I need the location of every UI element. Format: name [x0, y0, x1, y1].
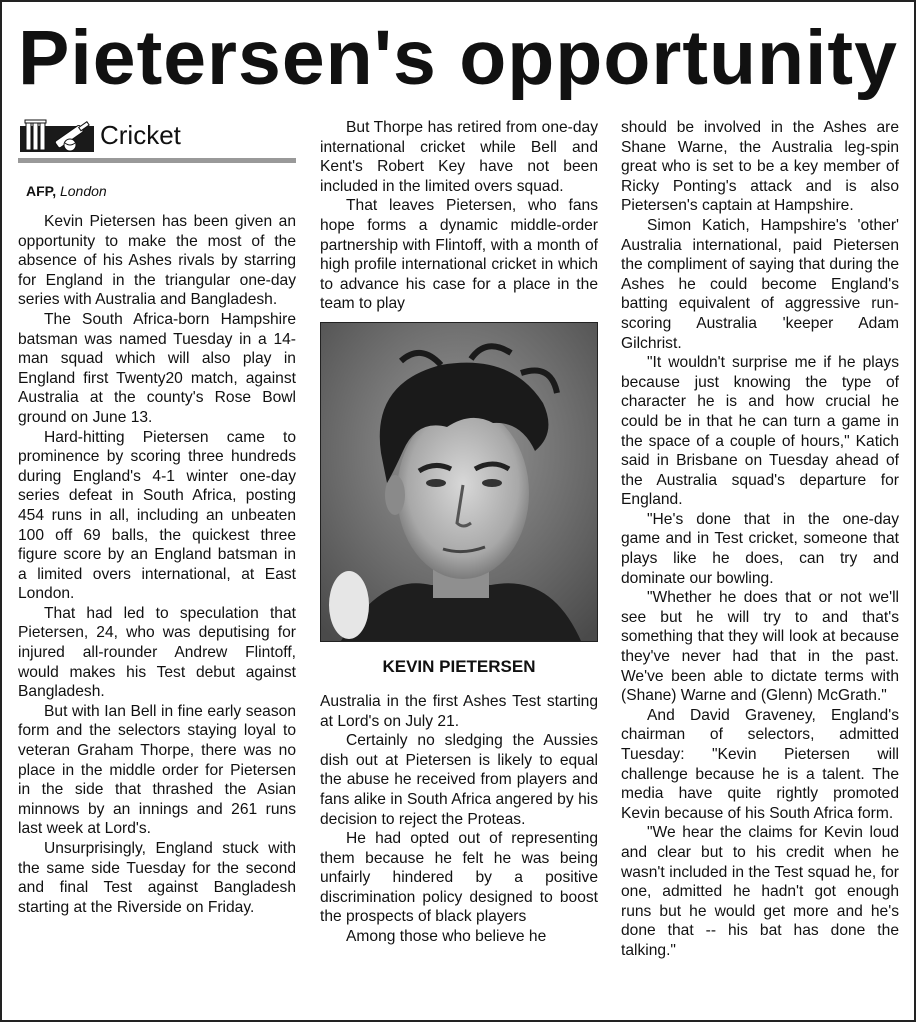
paragraph: That had led to speculation that Pietersen, 24, who was deputising for injured all-rounder Andrew Flintoff, would makes his Test debut against Bangladesh.	[18, 604, 296, 701]
column-1	[18, 118, 296, 917]
cricket-bat-ball-stumps-icon	[18, 118, 96, 154]
section-rule	[18, 158, 296, 163]
section-label: Cricket	[100, 120, 181, 151]
paragraph: Australia in the first Ashes Test starting at Lord's on July 21.	[320, 692, 598, 730]
border-left	[0, 0, 2, 1022]
paragraph: Among those who believe he	[346, 928, 547, 946]
paragraph: Simon Katich, Hampshire's 'other' Australia international, paid Pietersen the compliment of saying that during the Ashes he could become England's batting equivalent of aggressive run-scoring Australia 'keeper Adam Gilchrist.	[621, 216, 899, 352]
section-header	[18, 118, 296, 154]
paragraph: The South Africa-born Hampshire batsman was named Tuesday in a 14-man squad which will also play in England first Twenty20 match, against Australia at the county's Rose Bowl ground on June 13.	[18, 310, 296, 426]
paragraph: Hard-hitting Pietersen came to prominence by scoring three hundreds during England's 4-1 winter one-day series defeat in South Africa, posting 454 runs in all, including an unbeaten 100 off 69 balls, the quickest three figure score by an England batsman in a limited overs international, at East London.	[18, 428, 296, 603]
column-3	[621, 118, 899, 961]
byline-place: London	[59, 183, 107, 199]
paragraph: "He's done that in the one-day game and in Test cricket, someone that plays like he does, can try and dominate our bowling.	[621, 510, 899, 587]
photo-block	[320, 322, 598, 678]
photo-caption: KEVIN PIETERSEN	[382, 656, 536, 676]
paragraph: should be involved in the Ashes are Shane Warne, the Australia leg-spin great who is set to be a key member of Ricky Ponting's attack and is also Pietersen's captain at Hampshire.	[621, 119, 899, 215]
paragraph: He had opted out of representing them because he felt he was being unfairly hindered by a positive discrimination policy designed to boost the prospects of black players	[320, 830, 598, 926]
paragraph: "Whether he does that or not we'll see but he will try to and that's something that they will look at because they've never had that in the past. We've been able to dictate terms with (Shane) Warne and (Glenn) McGrath."	[621, 589, 899, 705]
byline-agency: AFP,	[26, 183, 57, 199]
paragraph: And David Graveney, England's chairman of selectors, admitted Tuesday: "Kevin Pietersen will challenge because he is a talent. The media have quite rightly promoted Kevin because of his South Africa form.	[621, 706, 899, 822]
column-2	[320, 118, 598, 947]
border-top	[0, 0, 916, 2]
paragraph: Kevin Pietersen has been given an opportunity to make the most of the absence of his Ashes rivals by starring for England in the triangular one-day series with Australia and Bangladesh.	[18, 213, 296, 309]
player-photo	[320, 322, 598, 642]
paragraph: "We hear the claims for Kevin loud and clear but to his credit when he wasn't included in the Test squad he, for one, admitted he hadn't got enough runs but he would get more and he's done that -- his bat has done the talking."	[621, 824, 899, 959]
paragraph: "It wouldn't surprise me if he plays because just knowing the type of character he is and how crucial he could be in that he can turn a game in the space of a couple of hours," Katich said in Brisbane on Tuesday ahead of the Australia squad's departure for England.	[621, 354, 899, 509]
headline: Pietersen's opportunity	[18, 15, 898, 101]
byline	[26, 181, 296, 201]
paragraph: But Thorpe has retired from one-day international cricket while Bell and Kent's Robert Key have not been included in the limited overs squad.	[320, 119, 598, 195]
paragraph: Certainly no sledging the Aussies dish out at Pietersen is likely to equal the abuse he received from players and fans alike in South Africa angered by his decision to reject the Proteas.	[320, 732, 598, 828]
paragraph: That leaves Pietersen, who fans hope forms a dynamic middle-order partnership with Flintoff, with a month of high profile international cricket in which to advance his case for a place in the team to play	[320, 197, 598, 313]
paragraph: But with Ian Bell in fine early season form and the selectors staying loyal to veteran Graham Thorpe, there was no place in the middle order for Pietersen in the side that thrashed the Asian minnows by an innings and 261 runs last week at Lord's.	[18, 702, 296, 838]
paragraph: Unsurprisingly, England stuck with the same side Tuesday for the second and final Test against Bangladesh starting at the Riverside on Friday.	[18, 840, 296, 916]
